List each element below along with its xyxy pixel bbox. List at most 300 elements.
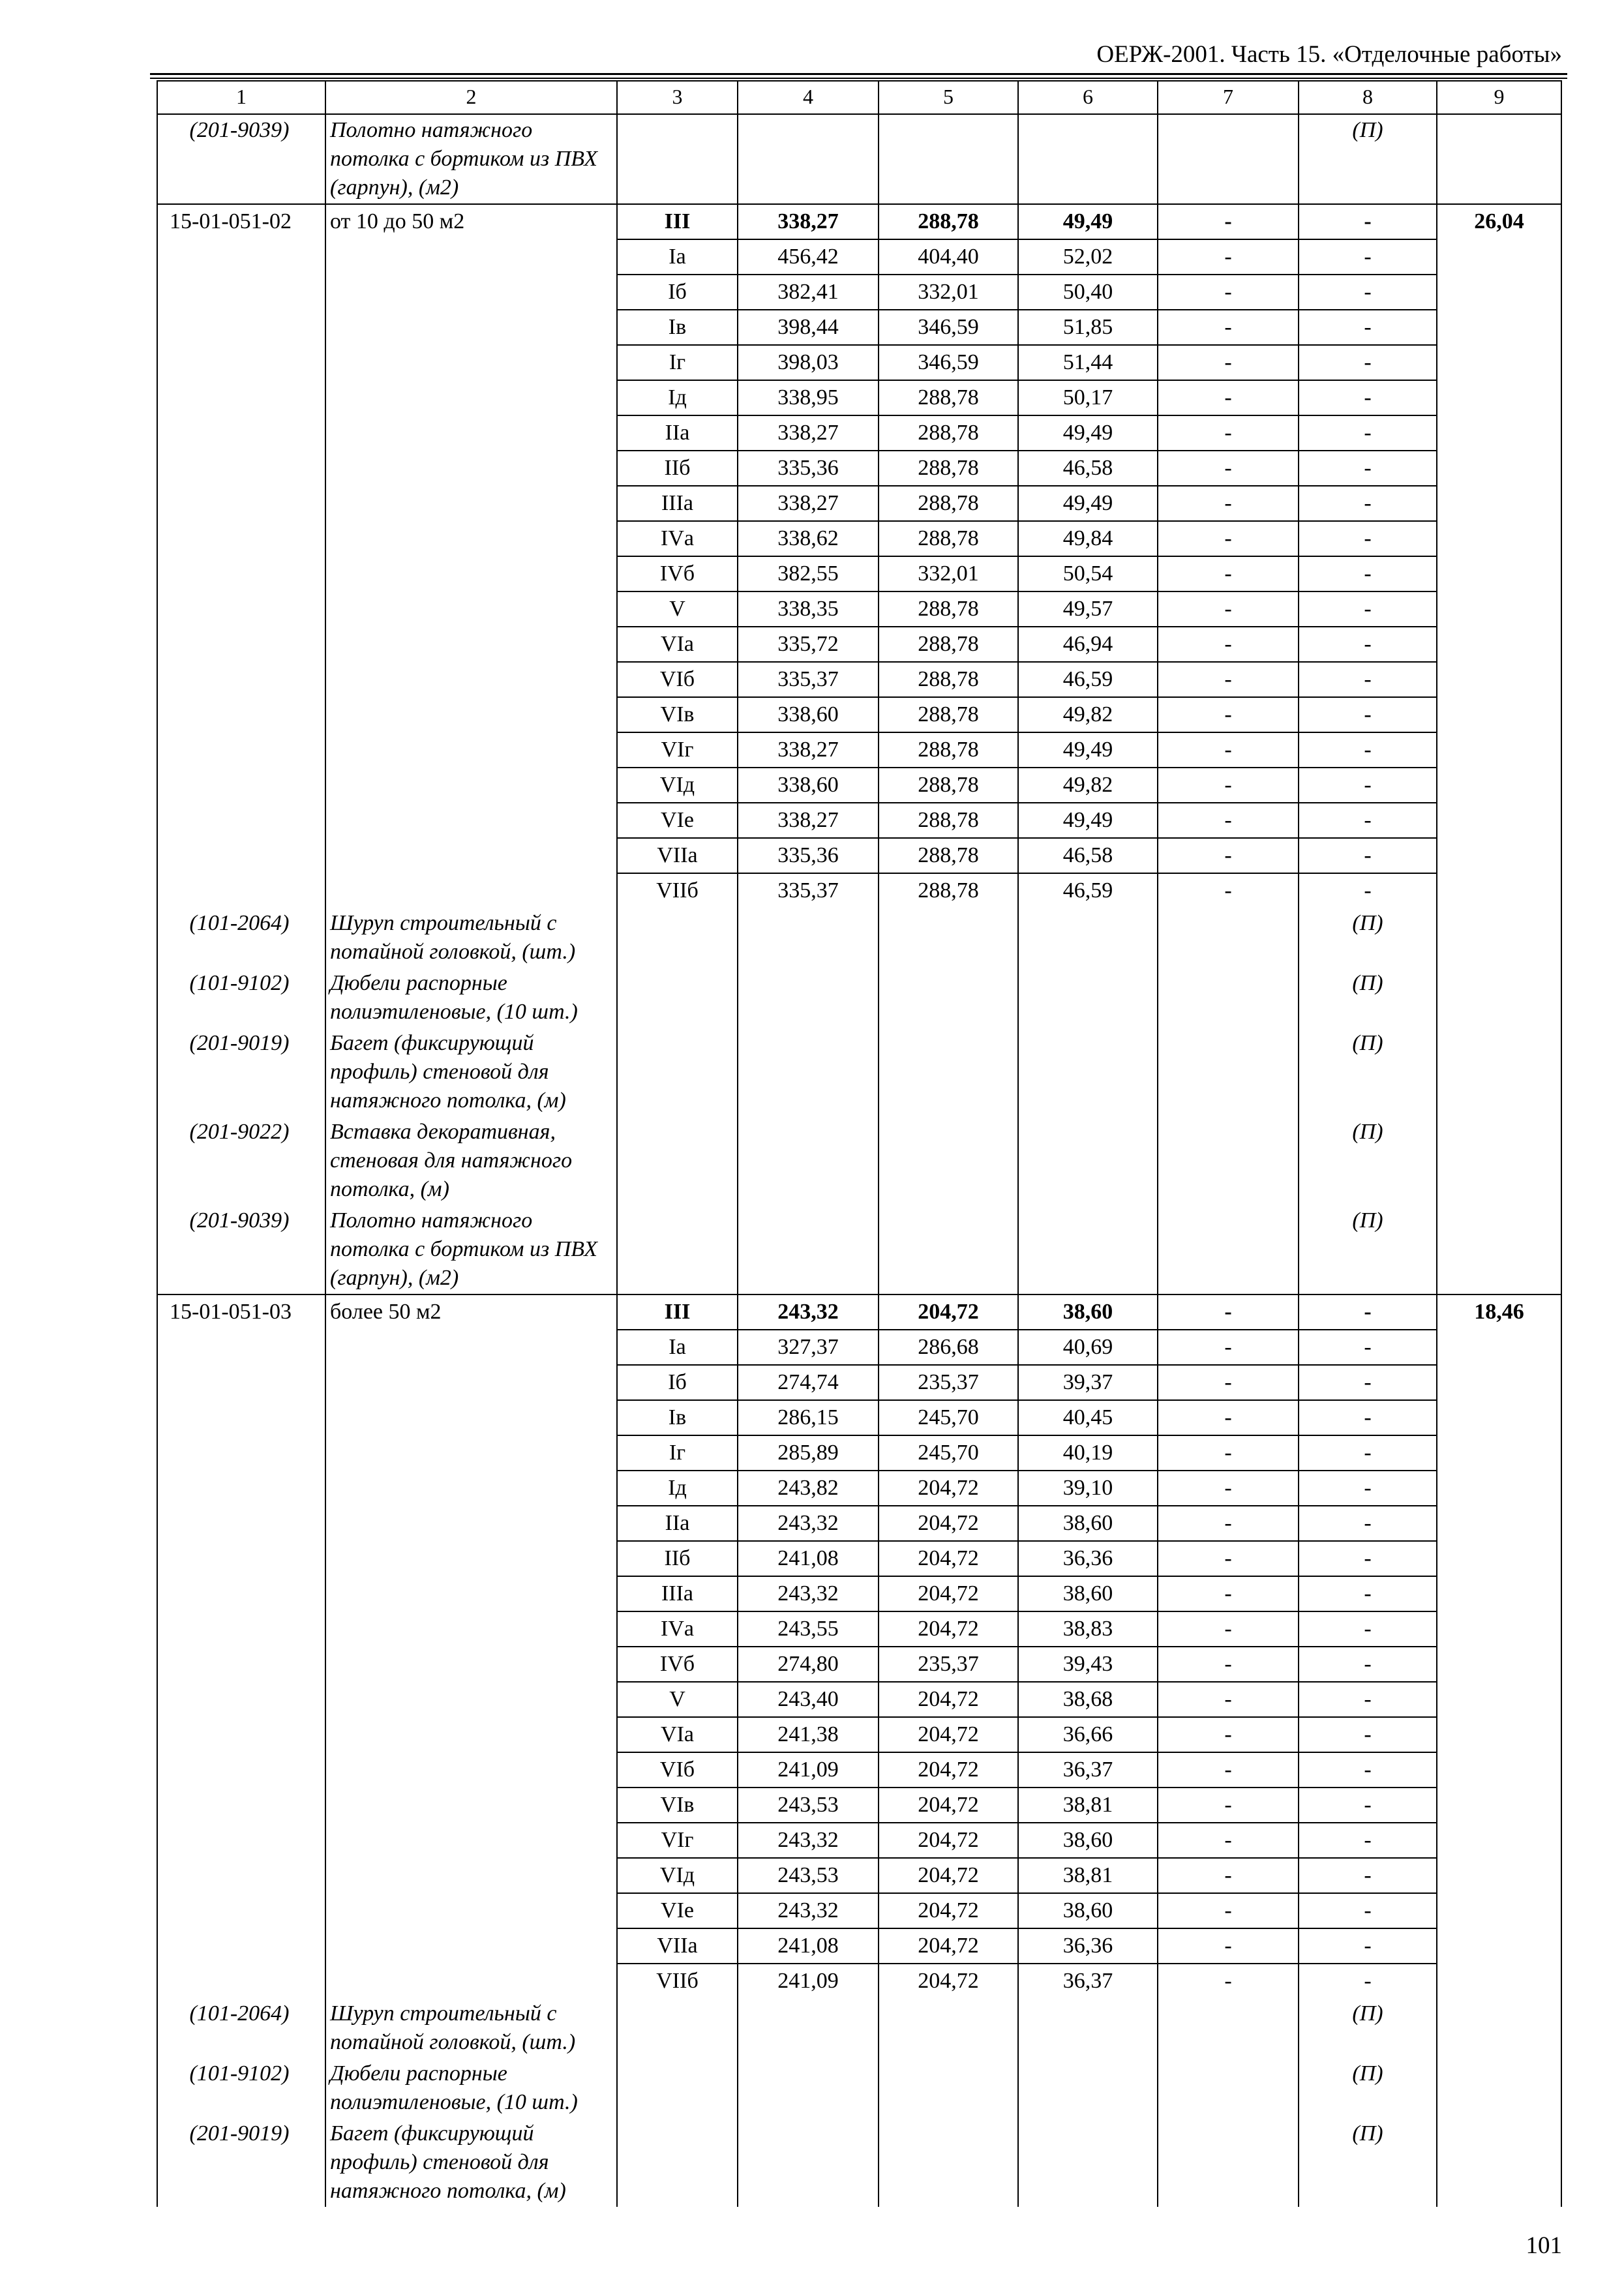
zone-cell: Iа [617,1330,738,1365]
col8-cell: - [1299,486,1437,521]
labor-cell: 288,78 [879,627,1018,662]
empty-cell [1018,908,1158,968]
code-cell [157,838,325,873]
col9-cell [1437,1858,1561,1893]
resource-row [157,1205,1561,1294]
labor-cell: 346,59 [879,310,1018,345]
resource-code: (101-9102) [157,968,325,1028]
col8-cell: - [1299,732,1437,768]
table-row [157,204,1561,239]
col8-cell: - [1299,1752,1437,1788]
column-number: 2 [325,81,617,114]
resource-name: Вставка декоративная, стеновая для натяжного потолка, (м) [325,1116,617,1205]
empty-cell [617,1116,738,1205]
column-number: 4 [738,81,879,114]
total-cell: 241,09 [738,1964,879,1998]
empty-cell [1158,114,1299,204]
col8-cell: - [1299,697,1437,732]
zone-cell: IIIа [617,1576,738,1611]
name-cell [325,1541,617,1576]
code-cell [157,803,325,838]
empty-cell [738,1116,879,1205]
code-cell [157,873,325,908]
table-row [157,591,1561,627]
total-cell: 274,80 [738,1647,879,1682]
machines-cell: 38,68 [1018,1682,1158,1717]
resource-code: (101-2064) [157,908,325,968]
zone-cell: IIб [617,451,738,486]
col8-cell: - [1299,803,1437,838]
name-cell [325,1752,617,1788]
empty-cell [1158,968,1299,1028]
name-cell [325,1717,617,1752]
total-cell: 338,60 [738,768,879,803]
machines-cell: 49,49 [1018,204,1158,239]
col7-cell: - [1158,1400,1299,1435]
empty-cell [879,908,1018,968]
total-cell: 243,53 [738,1788,879,1823]
table-row [157,1506,1561,1541]
machines-cell: 36,36 [1018,1928,1158,1964]
machines-cell: 50,40 [1018,275,1158,310]
col9-cell [1437,486,1561,521]
code-cell [157,697,325,732]
empty-cell [879,2118,1018,2207]
empty-cell [1437,1116,1561,1205]
name-cell [325,345,617,380]
code-cell [157,1964,325,1998]
empty-cell [617,968,738,1028]
col9-cell: 26,04 [1437,204,1561,239]
resource-note: (П) [1299,1998,1437,2058]
total-cell: 335,37 [738,662,879,697]
col9-cell [1437,1823,1561,1858]
total-cell: 382,41 [738,275,879,310]
col9-cell [1437,380,1561,415]
zone-cell: VIIб [617,873,738,908]
total-cell: 338,27 [738,415,879,451]
table-row [157,1541,1561,1576]
name-cell: более 50 м2 [325,1294,617,1330]
zone-cell: Iб [617,275,738,310]
labor-cell: 204,72 [879,1823,1018,1858]
zone-cell: Iг [617,345,738,380]
code-cell [157,768,325,803]
col7-cell: - [1158,275,1299,310]
machines-cell: 40,45 [1018,1400,1158,1435]
col8-cell: - [1299,591,1437,627]
code-cell [157,1471,325,1506]
zone-cell: VIIа [617,1928,738,1964]
col8-cell: - [1299,1541,1437,1576]
col7-cell: - [1158,380,1299,415]
labor-cell: 204,72 [879,1611,1018,1647]
code-cell [157,1541,325,1576]
code-cell [157,1330,325,1365]
total-cell: 338,27 [738,486,879,521]
column-number: 9 [1437,81,1561,114]
col9-cell [1437,1541,1561,1576]
table-body [157,81,1561,2207]
total-cell: 243,32 [738,1506,879,1541]
resource-note: (П) [1299,968,1437,1028]
machines-cell: 40,19 [1018,1435,1158,1471]
empty-cell [1158,1116,1299,1205]
zone-cell: VIб [617,662,738,697]
col7-cell: - [1158,1964,1299,1998]
col7-cell: - [1158,1752,1299,1788]
col8-cell: - [1299,838,1437,873]
header-rule [150,73,1567,75]
name-cell [325,1365,617,1400]
labor-cell: 288,78 [879,697,1018,732]
machines-cell: 39,37 [1018,1365,1158,1400]
col8-cell: - [1299,627,1437,662]
empty-cell [617,2058,738,2118]
labor-cell: 404,40 [879,239,1018,275]
resource-name: Полотно натяжного потолка с бортиком из ПВХ (гарпун), (м2) [325,1205,617,1294]
code-cell [157,1858,325,1893]
machines-cell: 38,60 [1018,1294,1158,1330]
resource-code: (201-9039) [157,114,325,204]
zone-cell: IVб [617,556,738,591]
column-number-row [157,81,1561,114]
col9-cell [1437,1647,1561,1682]
col7-cell: - [1158,310,1299,345]
col8-cell: - [1299,768,1437,803]
col9-cell [1437,1964,1561,1998]
code-cell [157,1682,325,1717]
col7-cell: - [1158,627,1299,662]
col7-cell: - [1158,1330,1299,1365]
col8-cell: - [1299,239,1437,275]
table-row [157,380,1561,415]
col8-cell: - [1299,1928,1437,1964]
total-cell: 243,53 [738,1858,879,1893]
col7-cell: - [1158,662,1299,697]
empty-cell [879,2058,1018,2118]
total-cell: 335,36 [738,451,879,486]
zone-cell: Iг [617,1435,738,1471]
col8-cell: - [1299,873,1437,908]
code-cell [157,1365,325,1400]
code-cell [157,1752,325,1788]
col7-cell: - [1158,239,1299,275]
col7-cell: - [1158,1611,1299,1647]
machines-cell: 38,60 [1018,1576,1158,1611]
col9-cell [1437,1682,1561,1717]
name-cell [325,1435,617,1471]
col7-cell: - [1158,1893,1299,1928]
col8-cell: - [1299,1400,1437,1435]
labor-cell: 288,78 [879,838,1018,873]
empty-cell [1158,2058,1299,2118]
zone-cell: Iб [617,1365,738,1400]
code-cell [157,415,325,451]
col8-cell: - [1299,275,1437,310]
total-cell: 456,42 [738,239,879,275]
table-row [157,239,1561,275]
empty-cell [1018,114,1158,204]
zone-cell: VIг [617,1823,738,1858]
empty-cell [1018,1205,1158,1294]
empty-cell [617,1998,738,2058]
col9-cell [1437,415,1561,451]
table-row [157,1964,1561,1998]
labor-cell: 288,78 [879,521,1018,556]
col9-cell [1437,662,1561,697]
machines-cell: 39,10 [1018,1471,1158,1506]
empty-cell [738,908,879,968]
col7-cell: - [1158,838,1299,873]
zone-cell: Iв [617,1400,738,1435]
name-cell [325,1893,617,1928]
col9-cell [1437,521,1561,556]
col9-cell: 18,46 [1437,1294,1561,1330]
machines-cell: 38,60 [1018,1893,1158,1928]
machines-cell: 51,44 [1018,345,1158,380]
name-cell [325,1858,617,1893]
name-cell [325,591,617,627]
col9-cell [1437,591,1561,627]
name-cell [325,451,617,486]
col7-cell: - [1158,873,1299,908]
machines-cell: 46,59 [1018,662,1158,697]
code-cell [157,451,325,486]
col9-cell [1437,1365,1561,1400]
resource-row [157,968,1561,1028]
zone-cell: VIб [617,1752,738,1788]
table-row [157,1717,1561,1752]
labor-cell: 204,72 [879,1964,1018,1998]
resource-note: (П) [1299,1028,1437,1116]
machines-cell: 49,49 [1018,486,1158,521]
col7-cell: - [1158,1788,1299,1823]
col7-cell: - [1158,204,1299,239]
resource-row [157,1998,1561,2058]
col9-cell [1437,1893,1561,1928]
labor-cell: 288,78 [879,873,1018,908]
empty-cell [1158,1205,1299,1294]
total-cell: 274,74 [738,1365,879,1400]
empty-cell [879,114,1018,204]
name-cell [325,697,617,732]
machines-cell: 46,94 [1018,627,1158,662]
empty-cell [738,114,879,204]
zone-cell: III [617,1294,738,1330]
name-cell [325,627,617,662]
labor-cell: 245,70 [879,1435,1018,1471]
col9-cell [1437,1435,1561,1471]
col8-cell: - [1299,1682,1437,1717]
col7-cell: - [1158,591,1299,627]
name-cell [325,1471,617,1506]
name-cell [325,1928,617,1964]
name-cell [325,1823,617,1858]
col9-cell [1437,1576,1561,1611]
col8-cell: - [1299,310,1437,345]
code-cell [157,1400,325,1435]
name-cell [325,873,617,908]
col8-cell: - [1299,1823,1437,1858]
total-cell: 338,27 [738,204,879,239]
col8-cell: - [1299,1788,1437,1823]
col7-cell: - [1158,1717,1299,1752]
table-row [157,415,1561,451]
labor-cell: 204,72 [879,1717,1018,1752]
name-cell [325,380,617,415]
empty-cell [1018,2058,1158,2118]
labor-cell: 346,59 [879,345,1018,380]
empty-cell [738,1998,879,2058]
column-number: 5 [879,81,1018,114]
resource-row [157,1028,1561,1116]
total-cell: 243,32 [738,1893,879,1928]
empty-cell [1437,2118,1561,2207]
col9-cell [1437,1717,1561,1752]
table-row [157,627,1561,662]
total-cell: 241,08 [738,1541,879,1576]
machines-cell: 39,43 [1018,1647,1158,1682]
code-cell [157,732,325,768]
resource-note: (П) [1299,908,1437,968]
code-cell [157,1823,325,1858]
zone-cell: VIд [617,1858,738,1893]
code-cell [157,1611,325,1647]
col7-cell: - [1158,1576,1299,1611]
labor-cell: 204,72 [879,1576,1018,1611]
total-cell: 335,37 [738,873,879,908]
labor-cell: 204,72 [879,1858,1018,1893]
col8-cell: - [1299,1471,1437,1506]
empty-cell [1437,2058,1561,2118]
table-row [157,1330,1561,1365]
col8-cell: - [1299,1365,1437,1400]
empty-cell [1018,1998,1158,2058]
resource-name: Багет (фиксирующий профиль) стеновой для натяжного потолка, (м) [325,2118,617,2207]
zone-cell: IVб [617,1647,738,1682]
empty-cell [617,2118,738,2207]
code-cell [157,1506,325,1541]
labor-cell: 204,72 [879,1506,1018,1541]
labor-cell: 204,72 [879,1752,1018,1788]
header-rule-thin [150,78,1567,79]
total-cell: 327,37 [738,1330,879,1365]
zone-cell: Iа [617,239,738,275]
col7-cell: - [1158,1506,1299,1541]
machines-cell: 49,82 [1018,697,1158,732]
name-cell [325,1788,617,1823]
table-row [157,1788,1561,1823]
code-cell [157,627,325,662]
name-cell [325,1611,617,1647]
col8-cell: - [1299,1576,1437,1611]
table-row [157,662,1561,697]
col9-cell [1437,838,1561,873]
table-row [157,1611,1561,1647]
table-row [157,873,1561,908]
empty-cell [617,1205,738,1294]
labor-cell: 204,72 [879,1471,1018,1506]
labor-cell: 332,01 [879,275,1018,310]
labor-cell: 204,72 [879,1682,1018,1717]
col9-cell [1437,1400,1561,1435]
zone-cell: IVа [617,521,738,556]
col9-cell [1437,627,1561,662]
machines-cell: 50,17 [1018,380,1158,415]
labor-cell: 288,78 [879,380,1018,415]
col7-cell: - [1158,1823,1299,1858]
empty-cell [617,1028,738,1116]
code-cell [157,1647,325,1682]
empty-cell [1158,1998,1299,2058]
table-row [157,1365,1561,1400]
zone-cell: V [617,591,738,627]
machines-cell: 51,85 [1018,310,1158,345]
table-row [157,275,1561,310]
resource-note: (П) [1299,1116,1437,1205]
col9-cell [1437,1611,1561,1647]
empty-cell [1437,908,1561,968]
zone-cell: VIа [617,627,738,662]
col8-cell: - [1299,1717,1437,1752]
col9-cell [1437,732,1561,768]
zone-cell: VIIб [617,1964,738,1998]
col9-cell [1437,803,1561,838]
code-cell [157,1576,325,1611]
table-row [157,1576,1561,1611]
total-cell: 243,32 [738,1576,879,1611]
zone-cell: VIв [617,697,738,732]
col8-cell: - [1299,556,1437,591]
machines-cell: 49,49 [1018,415,1158,451]
col8-cell: - [1299,345,1437,380]
resource-code: (201-9019) [157,2118,325,2207]
zone-cell: V [617,1682,738,1717]
col9-cell [1437,1928,1561,1964]
name-cell [325,415,617,451]
col7-cell: - [1158,803,1299,838]
column-number: 1 [157,81,325,114]
col7-cell: - [1158,1928,1299,1964]
name-cell [325,732,617,768]
total-cell: 241,08 [738,1928,879,1964]
table-row [157,556,1561,591]
table-row [157,838,1561,873]
labor-cell: 288,78 [879,591,1018,627]
name-cell [325,768,617,803]
resource-name: Багет (фиксирующий профиль) стеновой для натяжного потолка, (м) [325,1028,617,1116]
machines-cell: 46,58 [1018,838,1158,873]
col9-cell [1437,345,1561,380]
col7-cell: - [1158,486,1299,521]
resource-name: Дюбели распорные полиэтиленовые, (10 шт.) [325,2058,617,2118]
code-cell: 15-01-051-03 [157,1294,325,1330]
total-cell: 335,36 [738,838,879,873]
name-cell [325,838,617,873]
col7-cell: - [1158,768,1299,803]
labor-cell: 288,78 [879,662,1018,697]
labor-cell: 288,78 [879,451,1018,486]
table-row [157,732,1561,768]
resource-code: (201-9039) [157,1205,325,1294]
empty-cell [1437,1028,1561,1116]
col9-cell [1437,697,1561,732]
zone-cell: Iв [617,310,738,345]
labor-cell: 235,37 [879,1647,1018,1682]
empty-cell [1437,114,1561,204]
labor-cell: 288,78 [879,768,1018,803]
